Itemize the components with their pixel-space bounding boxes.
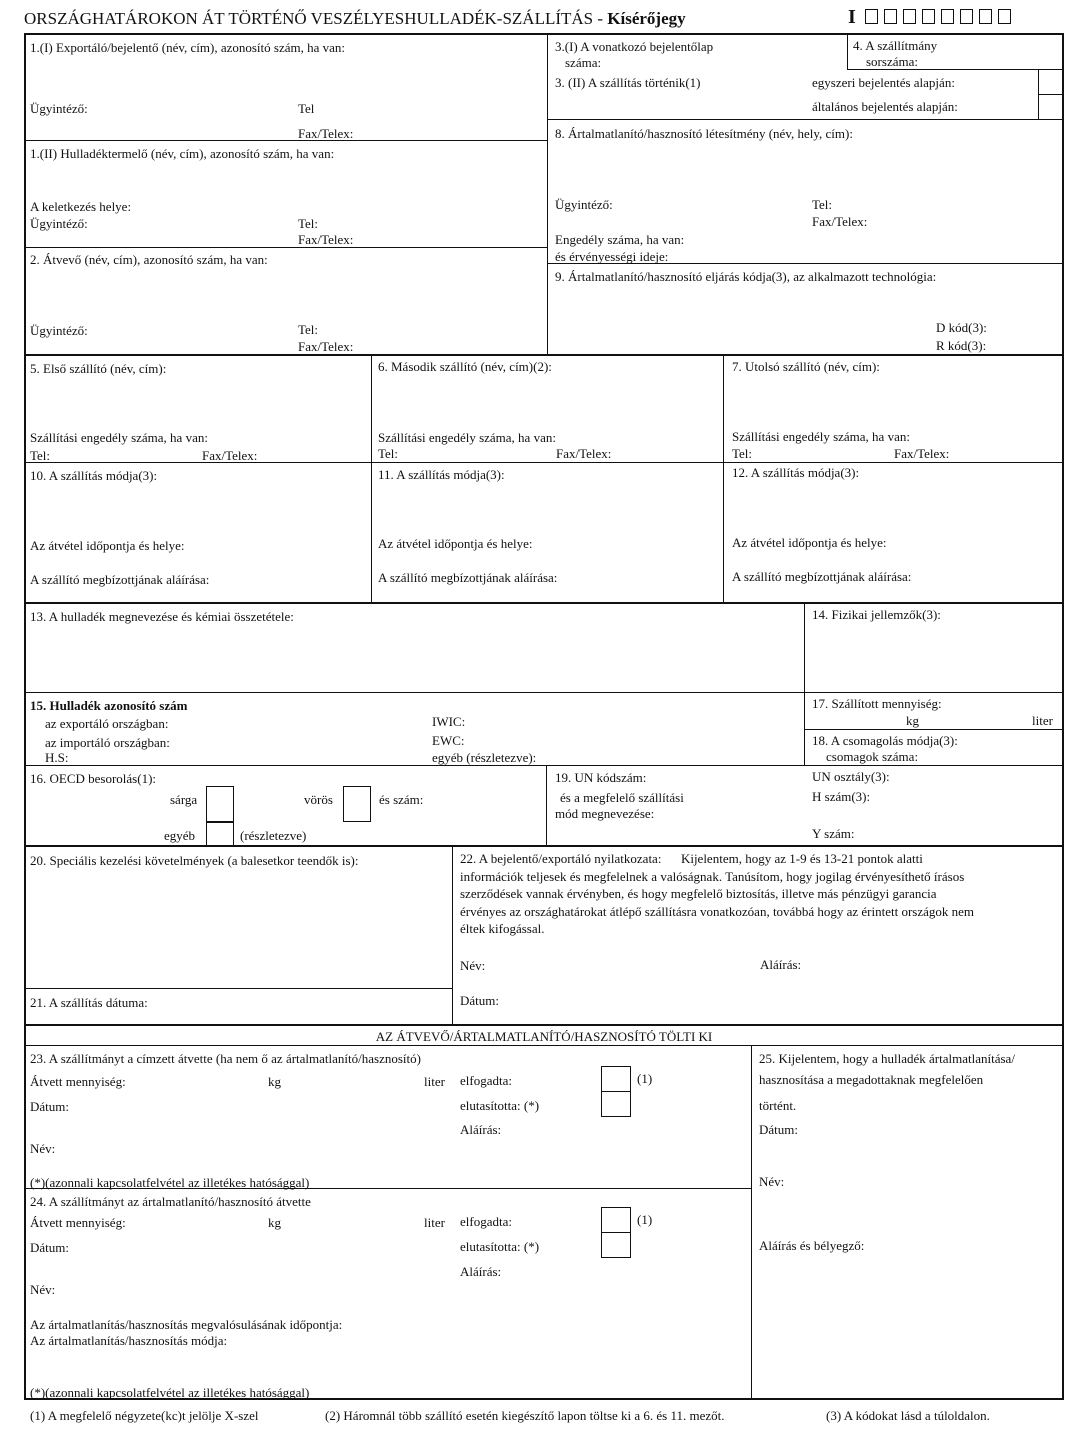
id-digit-box[interactable] — [941, 9, 954, 24]
s15-ewc-label: EWC: — [432, 733, 465, 748]
s19-mode-label: mód megnevezése: — [555, 806, 655, 821]
s23-date-label: Dátum: — [30, 1099, 69, 1114]
divider — [25, 140, 547, 141]
s7-permit-label: Szállítási engedély száma, ha van: — [732, 429, 910, 444]
s16-other-checkbox[interactable] — [206, 822, 234, 846]
s15-other-label: egyéb (részletezve): — [432, 750, 537, 765]
s24-method-label: Az ártalmatlanítás/hasznosítás módja: — [30, 1333, 228, 1348]
s4-number-label: sorszáma: — [866, 54, 918, 69]
s24-completion-date-label: Az ártalmatlanítás/hasznosítás megvalósulásának időpontja: — [30, 1317, 343, 1332]
divider — [1038, 94, 1063, 95]
s23-accepted-label: elfogadta: — [460, 1073, 512, 1088]
id-digit-box[interactable] — [960, 9, 973, 24]
s7-tel-label: Tel: — [732, 446, 753, 461]
s6-permit-label: Szállítási engedély száma, ha van: — [378, 430, 556, 445]
s16-heading: 16. OECD besorolás(1): — [30, 771, 157, 786]
s3-heading: 3.(I) A vonatkozó bejelentőlap — [555, 39, 714, 54]
s23-rejected-label: elutasította: (*) — [460, 1098, 540, 1113]
s12-heading: 12. A szállítás módja(3): — [732, 465, 860, 480]
s1b-heading: 1.(II) Hulladéktermelő (név, cím), azonosító szám, ha van: — [30, 146, 335, 161]
divider — [804, 729, 1063, 730]
s16-details-label: (részletezve) — [240, 828, 307, 843]
s11-signature-label: A szállító megbízottjának aláírása: — [378, 570, 558, 585]
s16-yellow-checkbox[interactable] — [206, 786, 234, 822]
s23-name-label: Név: — [30, 1141, 56, 1156]
s13-heading: 13. A hulladék megnevezése és kémiai összetétele: — [30, 609, 294, 624]
s23-kg-unit: kg — [268, 1074, 281, 1089]
s16-other-label: egyéb — [164, 828, 196, 843]
s22-text: szerződések vannak érvényben, és hogy megfelelő biztosítás, illetve más pénzügyi garancia — [460, 886, 937, 901]
divider — [546, 765, 547, 845]
s18-heading: 18. A csomagolás módja(3): — [812, 733, 958, 748]
divider — [723, 354, 724, 602]
s9-heading: 9. Ártalmatlanító/hasznosító eljárás kódja(3), az alkalmazott technológia: — [555, 269, 937, 284]
s15-iwic-label: IWIC: — [432, 714, 466, 729]
s8-fax-label: Fax/Telex: — [812, 214, 868, 229]
divider — [452, 845, 453, 1025]
s1-tel-label: Tel — [298, 101, 315, 116]
s10-signature-label: A szállító megbízottjának aláírása: — [30, 572, 210, 587]
s23-accepted-checkbox[interactable] — [601, 1066, 631, 1092]
s6-tel-label: Tel: — [378, 446, 399, 461]
s23-quantity-label: Átvett mennyiség: — [30, 1074, 126, 1089]
s6-fax-label: Fax/Telex: — [556, 446, 612, 461]
divider — [25, 462, 1063, 463]
id-digit-box[interactable] — [884, 9, 897, 24]
s11-heading: 11. A szállítás módja(3): — [378, 467, 505, 482]
divider — [547, 119, 1063, 120]
id-digit-box[interactable] — [998, 9, 1011, 24]
s11-receipt-label: Az átvétel időpontja és helye: — [378, 536, 533, 551]
s24-signature-label: Aláírás: — [460, 1264, 502, 1279]
s8-heading: 8. Ártalmatlanító/hasznosító létesítmény (név, hely, cím): — [555, 126, 853, 141]
s15-export-label: az exportáló országban: — [45, 716, 169, 731]
divider — [25, 1024, 1063, 1026]
s10-receipt-label: Az átvétel időpontja és helye: — [30, 538, 185, 553]
s8-tel-label: Tel: — [812, 197, 833, 212]
s24-rejected-checkbox[interactable] — [601, 1232, 631, 1258]
s21-heading: 21. A szállítás dátuma: — [30, 995, 148, 1010]
s7-heading: 7. Utolsó szállító (név, cím): — [732, 359, 880, 374]
id-digit-box[interactable] — [922, 9, 935, 24]
s16-red-checkbox[interactable] — [343, 786, 371, 822]
divider — [25, 602, 1063, 604]
s20-heading: 20. Speciális kezelési követelmények (a balesetkor teendők is): — [30, 853, 359, 868]
footnote-1: (1) A megfelelő négyzete(kc)t jelölje X-szel — [30, 1408, 259, 1423]
id-prefix: I — [848, 6, 856, 28]
s19-h-number-label: H szám(3): — [812, 789, 871, 804]
divider — [25, 247, 547, 248]
s22-signature-label: Aláírás: — [760, 957, 802, 972]
s24-rejected-label: elutasította: (*) — [460, 1239, 540, 1254]
id-digit-box[interactable] — [903, 9, 916, 24]
s23-signature-label: Aláírás: — [460, 1122, 502, 1137]
s3-shipment-label: 3. (II) A szállítás történik(1) — [555, 75, 701, 90]
s24-footnote: (*)(azonnali kapcsolatfelvétel az illetékes hatósággal) — [30, 1385, 310, 1400]
divider — [25, 765, 1063, 766]
s17-kg-unit: kg — [906, 713, 919, 728]
divider — [847, 69, 1063, 70]
s1-agent-label: Ügyintéző: — [30, 101, 88, 116]
s1-fax-label: Fax/Telex: — [298, 126, 354, 141]
s8-permit-label: Engedély száma, ha van: — [555, 232, 685, 247]
s12-receipt-label: Az átvétel időpontja és helye: — [732, 535, 887, 550]
s5-tel-label: Tel: — [30, 448, 51, 463]
s22-name-label: Név: — [460, 958, 486, 973]
s16-yellow-label: sárga — [170, 792, 198, 807]
s2-agent-label: Ügyintéző: — [30, 323, 88, 338]
s7-fax-label: Fax/Telex: — [894, 446, 950, 461]
id-digit-box[interactable] — [865, 9, 878, 24]
s1-heading: 1.(I) Exportáló/bejelentő (név, cím), azonosító szám, ha van: — [30, 40, 346, 55]
s24-quantity-label: Átvett mennyiség: — [30, 1215, 126, 1230]
receiver-banner: AZ ÁTVEVŐ/ÁRTALMATLANÍTÓ/HASZNOSÍTÓ TÖLTI KI — [375, 1029, 713, 1044]
s25-text: történt. — [759, 1098, 797, 1113]
s22-text: információk teljesek és megfelelnek a valóságnak. Tanúsítom, hogy jogilag érvényesíthető írásos — [460, 869, 965, 884]
s19-un-class-label: UN osztály(3): — [812, 769, 890, 784]
s12-signature-label: A szállító megbízottjának aláírása: — [732, 569, 912, 584]
s25-signature-stamp-label: Aláírás és bélyegző: — [759, 1238, 865, 1253]
form-title: ORSZÁGHATÁROKON ÁT TÖRTÉNŐ VESZÉLYESHULLADÉK-SZÁLLÍTÁS - Kísérőjegy — [24, 9, 686, 28]
divider — [25, 988, 452, 989]
s3-single-notification-label: egyszeri bejelentés alapján: — [812, 75, 955, 90]
s22-heading: 22. A bejelentő/exportáló nyilatkozata: Kijelentem, hogy az 1-9 és 13-21 pontok alatti — [460, 851, 923, 866]
s3-general-notification-label: általános bejelentés alapján: — [812, 99, 958, 114]
s5-heading: 5. Első szállító (név, cím): — [30, 361, 167, 376]
s23-note-1: (1) — [637, 1071, 653, 1086]
divider — [25, 354, 1063, 356]
s17-liter-unit: liter — [1032, 713, 1053, 728]
s15-hs-label: H.S: — [45, 750, 69, 765]
footnote-2: (2) Háromnál több szállító esetén kiegészítő lapon töltse ki a 6. és 11. mezőt. — [325, 1408, 725, 1423]
id-digit-box[interactable] — [979, 9, 992, 24]
s16-red-label: vörös — [304, 792, 333, 807]
divider — [25, 1045, 1063, 1046]
s25-name-label: Név: — [759, 1174, 785, 1189]
s16-number-label: és szám: — [379, 792, 424, 807]
s24-note-1: (1) — [637, 1212, 653, 1227]
s1b-fax-label: Fax/Telex: — [298, 232, 354, 247]
s23-heading: 23. A szállítmányt a címzett átvette (ha nem ő az ártalmatlanító/hasznosító) — [30, 1051, 421, 1066]
s23-footnote: (*)(azonnali kapcsolatfelvétel az illetékes hatósággal) — [30, 1175, 310, 1190]
s5-permit-label: Szállítási engedély száma, ha van: — [30, 430, 208, 445]
s18-packages-label: csomagok száma: — [826, 749, 919, 764]
s24-liter-unit: liter — [424, 1215, 445, 1230]
divider — [25, 845, 1063, 847]
s2-tel-label: Tel: — [298, 322, 319, 337]
s19-y-number-label: Y szám: — [812, 826, 855, 841]
divider — [751, 1045, 752, 1400]
s24-name-label: Név: — [30, 1282, 56, 1297]
s23-rejected-checkbox[interactable] — [601, 1091, 631, 1117]
s5-fax-label: Fax/Telex: — [202, 448, 258, 463]
s1b-agent-label: Ügyintéző: — [30, 216, 88, 231]
s24-accepted-checkbox[interactable] — [601, 1207, 631, 1233]
s8-validity-label: és érvényességi ideje: — [555, 249, 669, 264]
s24-accepted-label: elfogadta: — [460, 1214, 512, 1229]
s22-text: éltek kifogással. — [460, 921, 545, 936]
s8-agent-label: Ügyintéző: — [555, 197, 613, 212]
s24-date-label: Dátum: — [30, 1240, 69, 1255]
s9-r-code-label: R kód(3): — [936, 338, 987, 353]
s19-heading: 19. UN kódszám: — [555, 770, 647, 785]
divider — [547, 34, 548, 354]
divider — [25, 692, 1063, 693]
s9-d-code-label: D kód(3): — [936, 320, 987, 335]
s25-heading: 25. Kijelentem, hogy a hulladék ártalmatlanítása/ — [759, 1051, 1015, 1066]
s3-number-label: száma: — [565, 55, 602, 70]
divider — [804, 602, 805, 765]
s1b-origin-label: A keletkezés helye: — [30, 199, 132, 214]
s10-heading: 10. A szállítás módja(3): — [30, 468, 158, 483]
divider — [371, 354, 372, 602]
s17-heading: 17. Szállított mennyiség: — [812, 696, 942, 711]
divider — [847, 34, 848, 70]
s24-heading: 24. A szállítmányt az ártalmatlanító/hasznosító átvette — [30, 1194, 311, 1209]
s25-date-label: Dátum: — [759, 1122, 798, 1137]
s19-transport-label: és a megfelelő szállítási — [560, 790, 684, 805]
s2-heading: 2. Átvevő (név, cím), azonosító szám, ha van: — [30, 252, 268, 267]
s22-text: érvényes az országhatárokat átlépő szállításra vonatkozóan, továbbá hogy az érintett országok nem — [460, 904, 975, 919]
s6-heading: 6. Második szállító (név, cím)(2): — [378, 359, 552, 374]
s25-text: hasznosítása a megadottaknak megfelelően — [759, 1072, 984, 1087]
s23-liter-unit: liter — [424, 1074, 445, 1089]
s24-kg-unit: kg — [268, 1215, 281, 1230]
s15-import-label: az importáló országban: — [45, 735, 170, 750]
s4-heading: 4. A szállítmány — [853, 38, 938, 53]
footnote-3: (3) A kódokat lásd a túloldalon. — [826, 1408, 990, 1423]
s2-fax-label: Fax/Telex: — [298, 339, 354, 354]
s1b-tel-label: Tel: — [298, 216, 319, 231]
s22-date-label: Dátum: — [460, 993, 499, 1008]
s15-heading: 15. Hulladék azonosító szám — [30, 698, 188, 713]
s14-heading: 14. Fizikai jellemzők(3): — [812, 607, 941, 622]
